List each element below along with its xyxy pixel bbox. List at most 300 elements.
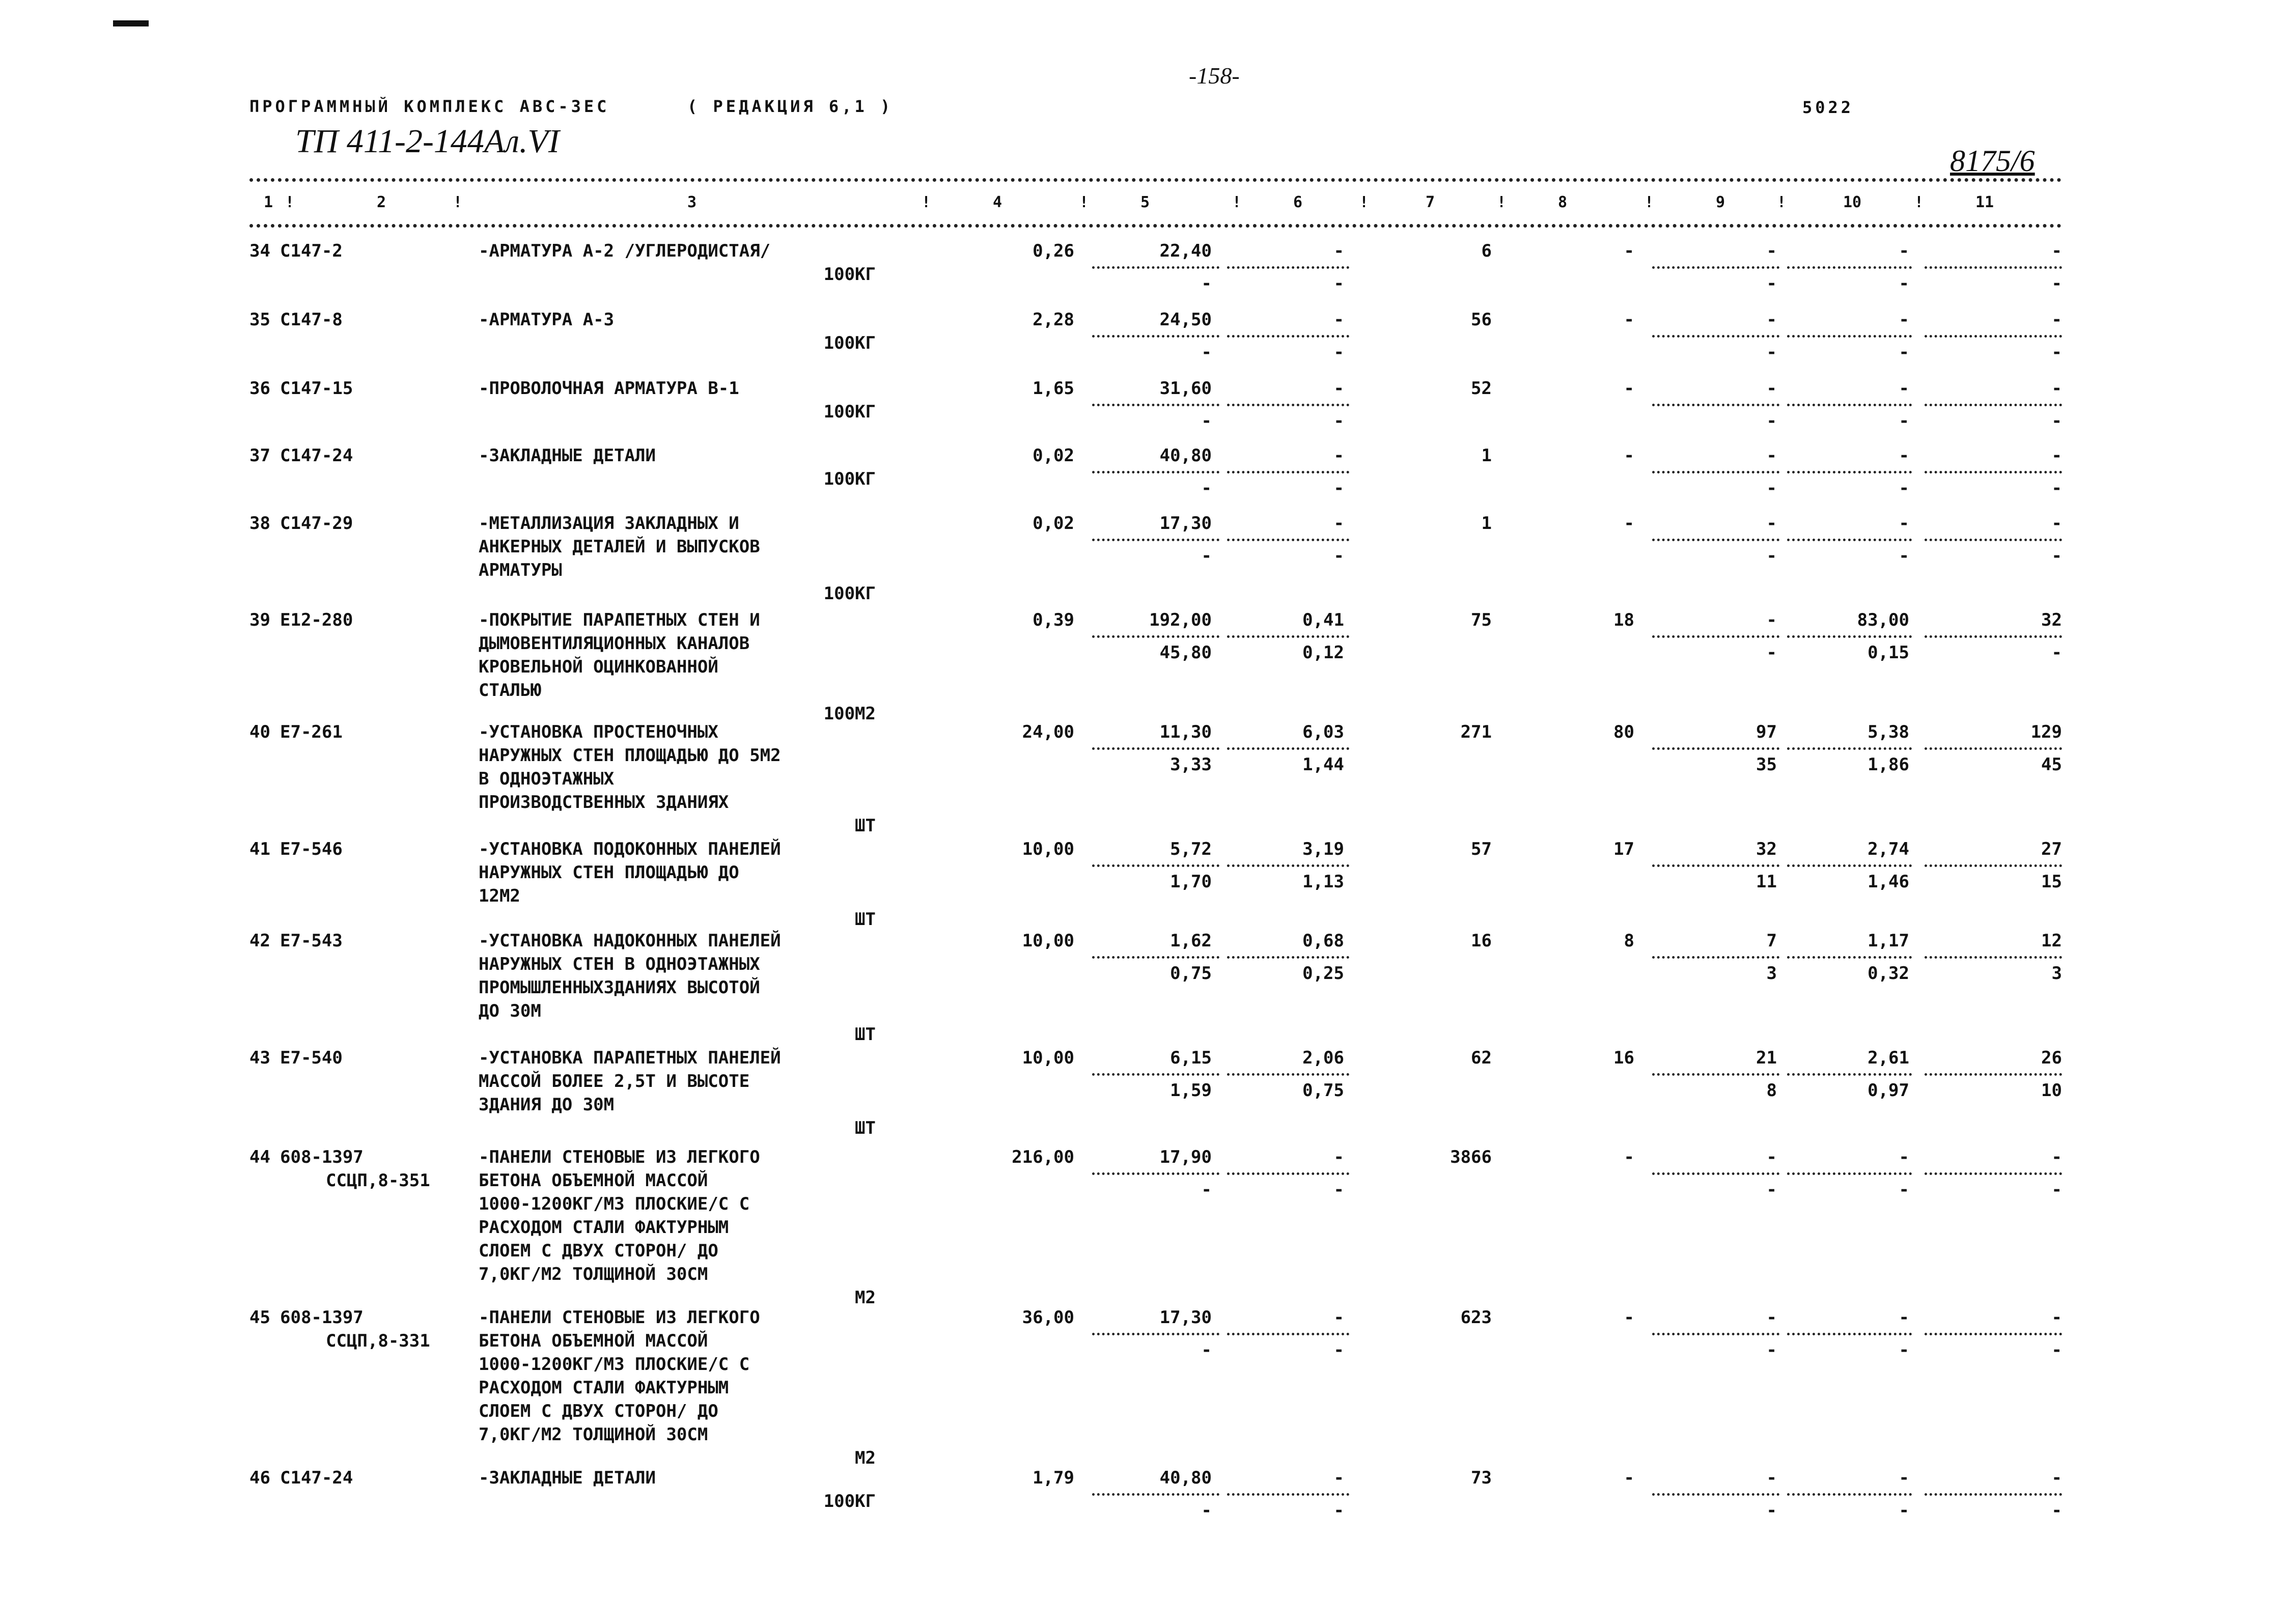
- column-number: 2: [377, 193, 386, 211]
- labor-total: -: [2051, 310, 2062, 330]
- labor-machinists-per-unit: -: [1899, 546, 1909, 567]
- unit-cost-machines: -: [1333, 378, 1344, 399]
- column-number: 5: [1140, 193, 1150, 211]
- fraction-rule: [1227, 266, 1349, 269]
- unit-cost-wages: -: [1201, 1500, 1212, 1521]
- quantity-value: 10,00: [1022, 1048, 1074, 1068]
- labor-machinists-per-unit: 1,46: [1868, 872, 1909, 892]
- description-line: РАСХОДОМ СТАЛИ ФАКТУРНЫМ: [479, 1217, 729, 1238]
- unit-of-measure: ШТ: [855, 1118, 876, 1138]
- description-line: -АРМАТУРА А-2 /УГЛЕРОДИСТАЯ/: [479, 241, 771, 261]
- fraction-rule: [1092, 956, 1219, 959]
- total-wages: -: [1624, 1307, 1634, 1328]
- unit-cost-wages: -: [1201, 411, 1212, 432]
- labor-total: -: [2051, 513, 2062, 534]
- fraction-rule: [1787, 266, 1912, 269]
- row-number: 40: [249, 722, 270, 742]
- description-line: -МЕТАЛЛИЗАЦИЯ ЗАКЛАДНЫХ И: [479, 513, 739, 534]
- fraction-rule: [1092, 635, 1219, 638]
- fraction-rule: [1925, 635, 2062, 638]
- fraction-rule: [1652, 747, 1779, 750]
- fraction-rule: [1652, 1073, 1779, 1076]
- table-row: [249, 1466, 2062, 1547]
- quantity-value: 0,02: [1033, 513, 1074, 534]
- description-line: 1000-1200КГ/М3 ПЛОСКИЕ/С С: [479, 1354, 750, 1375]
- quantity-value: 36,00: [1022, 1307, 1074, 1328]
- labor-per-unit: -: [1899, 1468, 1909, 1488]
- unit-of-measure: 100КГ: [823, 469, 876, 489]
- column-separator: !: [1777, 193, 1787, 211]
- total-cost: 56: [1471, 310, 1492, 330]
- program-edition: ( РЕДАКЦИЯ 6,1 ): [687, 97, 894, 116]
- header-rule-top: [249, 178, 2062, 182]
- fraction-rule: [1227, 1493, 1349, 1496]
- row-number: 37: [249, 445, 270, 466]
- table-row: [249, 720, 2062, 848]
- labor-total: -: [2051, 1468, 2062, 1488]
- quantity-value: 10,00: [1022, 839, 1074, 859]
- labor-machinists-total: 10: [2041, 1080, 2062, 1101]
- labor-total: -: [2051, 241, 2062, 261]
- total-cost: 1: [1481, 445, 1492, 466]
- column-number: 6: [1293, 193, 1303, 211]
- unit-cost-machine-wages: 0,75: [1302, 1080, 1344, 1101]
- unit-cost-total: 17,30: [1159, 513, 1212, 534]
- description-line: -ПАНЕЛИ СТЕНОВЫЕ ИЗ ЛЕГКОГО: [479, 1307, 760, 1328]
- fraction-rule: [1092, 1172, 1219, 1175]
- labor-per-unit: -: [1899, 1307, 1909, 1328]
- description-line: -ПРОВОЛОЧНАЯ АРМАТУРА В-1: [479, 378, 739, 399]
- unit-cost-machines: -: [1333, 445, 1344, 466]
- fraction-rule: [1092, 539, 1219, 541]
- description-line: 12М2: [479, 886, 520, 906]
- column-number: 7: [1426, 193, 1435, 211]
- labor-machinists-per-unit: -: [1899, 1500, 1909, 1521]
- fraction-rule: [1092, 1493, 1219, 1496]
- column-number: 1: [264, 193, 273, 211]
- labor-total: -: [2051, 378, 2062, 399]
- description-line: -ЗАКЛАДНЫЕ ДЕТАЛИ: [479, 445, 656, 466]
- unit-cost-wages: -: [1201, 546, 1212, 567]
- description-line: ПРОМЫШЛЕННЫХЗДАНИЯХ ВЫСОТОЙ: [479, 977, 760, 998]
- unit-of-measure: ШТ: [855, 909, 876, 930]
- page-number: -158-: [1189, 63, 1240, 89]
- fraction-rule: [1925, 404, 2062, 406]
- row-number: 41: [249, 839, 270, 859]
- quantity-value: 0,39: [1033, 610, 1074, 630]
- unit-of-measure: 100КГ: [823, 1491, 876, 1511]
- unit-cost-wages: 0,75: [1170, 963, 1212, 984]
- unit-cost-total: 11,30: [1159, 722, 1212, 742]
- fraction-rule: [1227, 635, 1349, 638]
- unit-of-measure: 100КГ: [823, 583, 876, 604]
- fraction-rule: [1925, 1073, 2062, 1076]
- description-line: СТАЛЬЮ: [479, 680, 541, 701]
- fraction-rule: [1652, 1333, 1779, 1335]
- price-code: С147-24: [280, 1468, 353, 1488]
- total-machine-wages: -: [1766, 1500, 1777, 1521]
- row-number: 44: [249, 1147, 270, 1167]
- row-number: 43: [249, 1048, 270, 1068]
- fraction-rule: [1227, 864, 1349, 867]
- row-number: 42: [249, 931, 270, 951]
- description-line: БЕТОНА ОБЪЕМНОЙ МАССОЙ: [479, 1170, 708, 1191]
- labor-machinists-per-unit: -: [1899, 1340, 1909, 1361]
- fraction-rule: [1227, 956, 1349, 959]
- labor-machinists-per-unit: -: [1899, 1180, 1909, 1200]
- unit-of-measure: 100М2: [823, 704, 876, 724]
- fraction-rule: [1652, 539, 1779, 541]
- labor-machinists-total: -: [2051, 411, 2062, 432]
- description-line: ПРОИЗВОДСТВЕННЫХ ЗДАНИЯХ: [479, 792, 729, 813]
- unit-of-measure: ШТ: [855, 1024, 876, 1045]
- description-line: 7,0КГ/М2 ТОЛЩИНОЙ 30СМ: [479, 1424, 708, 1445]
- document-number: 8175/6: [1950, 144, 2035, 178]
- fraction-rule: [1227, 404, 1349, 406]
- quantity-value: 10,00: [1022, 931, 1074, 951]
- labor-machinists-total: -: [2051, 478, 2062, 499]
- column-separator: !: [1359, 193, 1369, 211]
- unit-of-measure: М2: [855, 1448, 876, 1468]
- row-number: 45: [249, 1307, 270, 1328]
- unit-cost-machine-wages: 0,12: [1302, 642, 1344, 663]
- description-line: 1000-1200КГ/М3 ПЛОСКИЕ/С С: [479, 1194, 750, 1214]
- total-cost: 62: [1471, 1048, 1492, 1068]
- unit-cost-machines: 3,19: [1302, 839, 1344, 859]
- price-code: Е7-546: [280, 839, 343, 859]
- unit-cost-machine-wages: 1,44: [1302, 754, 1344, 775]
- unit-cost-total: 6,15: [1170, 1048, 1212, 1068]
- unit-cost-wages: -: [1201, 342, 1212, 363]
- column-separator: !: [1645, 193, 1654, 211]
- fraction-rule: [1925, 956, 2062, 959]
- work-description: [479, 1466, 1115, 1513]
- fraction-rule: [1925, 539, 2062, 541]
- table-row: [249, 929, 2062, 1056]
- total-cost: 57: [1471, 839, 1492, 859]
- description-line: -ЗАКЛАДНЫЕ ДЕТАЛИ: [479, 1468, 656, 1488]
- quantity-value: 24,00: [1022, 722, 1074, 742]
- price-code: С147-24: [280, 445, 353, 466]
- unit-cost-machines: -: [1333, 1147, 1344, 1167]
- program-title: ПРОГРАММНЫЙ КОМПЛЕКС АВС-3ЕС: [249, 97, 610, 116]
- unit-cost-machines: 2,06: [1302, 1048, 1344, 1068]
- fraction-rule: [1227, 1333, 1349, 1335]
- unit-cost-machines: -: [1333, 241, 1344, 261]
- labor-machinists-per-unit: 0,97: [1868, 1080, 1909, 1101]
- labor-machinists-total: 45: [2041, 754, 2062, 775]
- quantity-value: 1,79: [1033, 1468, 1074, 1488]
- price-code: Е12-280: [280, 610, 353, 630]
- unit-cost-total: 17,30: [1159, 1307, 1212, 1328]
- row-number: 34: [249, 241, 270, 261]
- unit-cost-total: 31,60: [1159, 378, 1212, 399]
- description-line: РАСХОДОМ СТАЛИ ФАКТУРНЫМ: [479, 1378, 729, 1398]
- row-number: 36: [249, 378, 270, 399]
- total-wages: -: [1624, 445, 1634, 466]
- total-machine-wages: 8: [1766, 1080, 1777, 1101]
- price-code: Е7-543: [280, 931, 343, 951]
- price-code: 608-1397: [280, 1307, 364, 1328]
- work-description: [479, 929, 1115, 1046]
- price-code: Е7-261: [280, 722, 343, 742]
- total-cost: 52: [1471, 378, 1492, 399]
- labor-machinists-total: -: [2051, 546, 2062, 567]
- fraction-rule: [1925, 864, 2062, 867]
- work-description: [479, 1046, 1115, 1140]
- row-number: 35: [249, 310, 270, 330]
- description-line: МАССОЙ БОЛЕЕ 2,5Т И ВЫСОТЕ: [479, 1071, 750, 1091]
- fraction-rule: [1925, 335, 2062, 338]
- document-code: 5022: [1802, 98, 1854, 117]
- unit-cost-wages: 1,59: [1170, 1080, 1212, 1101]
- labor-machinists-total: -: [2051, 1180, 2062, 1200]
- description-line: ДО 30М: [479, 1001, 541, 1021]
- total-machines: 7: [1766, 931, 1777, 951]
- work-description: [479, 512, 1115, 605]
- unit-cost-total: 192,00: [1149, 610, 1212, 630]
- fraction-rule: [1787, 1172, 1912, 1175]
- total-wages: -: [1624, 1468, 1634, 1488]
- description-line: -ПОКРЫТИЕ ПАРАПЕТНЫХ СТЕН И: [479, 610, 760, 630]
- total-machine-wages: -: [1766, 1340, 1777, 1361]
- total-machine-wages: 11: [1756, 872, 1777, 892]
- total-cost: 623: [1460, 1307, 1492, 1328]
- fraction-rule: [1652, 956, 1779, 959]
- labor-machinists-total: -: [2051, 1340, 2062, 1361]
- total-machines: -: [1766, 241, 1777, 261]
- total-cost: 3866: [1450, 1147, 1492, 1167]
- unit-cost-machine-wages: -: [1333, 1340, 1344, 1361]
- unit-cost-machines: -: [1333, 513, 1344, 534]
- price-code: С147-2: [280, 241, 343, 261]
- fraction-rule: [1787, 539, 1912, 541]
- fraction-rule: [1925, 1493, 2062, 1496]
- labor-total: 32: [2041, 610, 2062, 630]
- price-code: 608-1397: [280, 1147, 364, 1167]
- labor-machinists-total: 3: [2051, 963, 2062, 984]
- labor-machinists-total: -: [2051, 1500, 2062, 1521]
- fraction-rule: [1787, 956, 1912, 959]
- labor-per-unit: 2,74: [1868, 839, 1909, 859]
- total-machines: -: [1766, 610, 1777, 630]
- labor-per-unit: 5,38: [1868, 722, 1909, 742]
- description-line: КРОВЕЛЬНОЙ ОЦИНКОВАННОЙ: [479, 657, 718, 677]
- total-machines: -: [1766, 513, 1777, 534]
- column-number: 11: [1975, 193, 1994, 211]
- quantity-value: 1,65: [1033, 378, 1074, 399]
- fraction-rule: [1652, 1493, 1779, 1496]
- column-number: 3: [687, 193, 697, 211]
- total-wages: -: [1624, 241, 1634, 261]
- labor-machinists-total: -: [2051, 642, 2062, 663]
- total-machines: -: [1766, 1468, 1777, 1488]
- total-machine-wages: -: [1766, 273, 1777, 294]
- work-description: [479, 1145, 1115, 1309]
- work-description: [479, 608, 1115, 725]
- unit-cost-machines: -: [1333, 1468, 1344, 1488]
- total-machine-wages: 3: [1766, 963, 1777, 984]
- fraction-rule: [1787, 635, 1912, 638]
- total-machines: 21: [1756, 1048, 1777, 1068]
- unit-cost-machines: 0,68: [1302, 931, 1344, 951]
- unit-cost-machine-wages: -: [1333, 1180, 1344, 1200]
- fraction-rule: [1925, 1172, 2062, 1175]
- fraction-rule: [1092, 1333, 1219, 1335]
- description-line: НАРУЖНЫХ СТЕН ПЛОЩАДЬЮ ДО 5М2: [479, 745, 781, 766]
- fraction-rule: [1925, 471, 2062, 473]
- fraction-rule: [1092, 1073, 1219, 1076]
- fraction-rule: [1787, 1073, 1912, 1076]
- unit-of-measure: ШТ: [855, 816, 876, 836]
- fraction-rule: [1925, 747, 2062, 750]
- description-line: АРМАТУРЫ: [479, 560, 562, 580]
- price-code: С147-29: [280, 513, 353, 534]
- total-machine-wages: 35: [1756, 754, 1777, 775]
- unit-cost-wages: 45,80: [1159, 642, 1212, 663]
- fraction-rule: [1925, 266, 2062, 269]
- header-rule-bottom: [249, 224, 2062, 228]
- fraction-rule: [1787, 404, 1912, 406]
- description-line: СЛОЕМ С ДВУХ СТОРОН/ ДО: [479, 1401, 718, 1421]
- fraction-rule: [1652, 1172, 1779, 1175]
- labor-machinists-per-unit: 0,32: [1868, 963, 1909, 984]
- price-code-reference: ССЦП,8-331: [326, 1331, 430, 1351]
- unit-cost-total: 5,72: [1170, 839, 1212, 859]
- labor-per-unit: -: [1899, 513, 1909, 534]
- unit-cost-wages: -: [1201, 478, 1212, 499]
- description-line: -ПАНЕЛИ СТЕНОВЫЕ ИЗ ЛЕГКОГО: [479, 1147, 760, 1167]
- quantity-value: 0,02: [1033, 445, 1074, 466]
- unit-cost-wages: -: [1201, 273, 1212, 294]
- fraction-rule: [1092, 404, 1219, 406]
- work-description: [479, 377, 1115, 424]
- unit-cost-machine-wages: -: [1333, 411, 1344, 432]
- labor-total: 26: [2041, 1048, 2062, 1068]
- labor-total: 129: [2030, 722, 2062, 742]
- total-wages: -: [1624, 310, 1634, 330]
- fraction-rule: [1787, 335, 1912, 338]
- column-separator: !: [1079, 193, 1089, 211]
- column-separator: !: [1497, 193, 1507, 211]
- table-row: [249, 1306, 2062, 1480]
- unit-of-measure: 100КГ: [823, 333, 876, 353]
- labor-total: 12: [2041, 931, 2062, 951]
- quantity-value: 0,26: [1033, 241, 1074, 261]
- labor-machinists-total: -: [2051, 273, 2062, 294]
- fraction-rule: [1787, 471, 1912, 473]
- labor-total: -: [2051, 1147, 2062, 1167]
- row-number: 46: [249, 1468, 270, 1488]
- column-separator: !: [922, 193, 931, 211]
- column-number: 8: [1558, 193, 1568, 211]
- labor-machinists-per-unit: -: [1899, 478, 1909, 499]
- unit-cost-total: 40,80: [1159, 445, 1212, 466]
- total-machine-wages: -: [1766, 342, 1777, 363]
- labor-machinists-per-unit: -: [1899, 411, 1909, 432]
- scan-mark: [113, 20, 149, 26]
- unit-cost-machine-wages: -: [1333, 1500, 1344, 1521]
- description-line: -АРМАТУРА А-3: [479, 310, 615, 330]
- unit-cost-machines: 6,03: [1302, 722, 1344, 742]
- total-wages: -: [1624, 1147, 1634, 1167]
- fraction-rule: [1227, 747, 1349, 750]
- row-number: 39: [249, 610, 270, 630]
- column-separator: !: [453, 193, 463, 211]
- fraction-rule: [1925, 1333, 2062, 1335]
- column-separator: !: [1232, 193, 1242, 211]
- fraction-rule: [1092, 266, 1219, 269]
- labor-total: -: [2051, 445, 2062, 466]
- unit-cost-machine-wages: -: [1333, 342, 1344, 363]
- fraction-rule: [1787, 1493, 1912, 1496]
- fraction-rule: [1092, 335, 1219, 338]
- total-machines: 97: [1756, 722, 1777, 742]
- total-wages: 17: [1613, 839, 1634, 859]
- total-machine-wages: -: [1766, 546, 1777, 567]
- fraction-rule: [1227, 539, 1349, 541]
- total-machines: 32: [1756, 839, 1777, 859]
- description-line: -УСТАНОВКА НАДОКОННЫХ ПАНЕЛЕЙ: [479, 931, 781, 951]
- column-separator: !: [285, 193, 295, 211]
- column-separator: !: [1914, 193, 1924, 211]
- table-row: [249, 1145, 2062, 1320]
- fraction-rule: [1227, 1073, 1349, 1076]
- total-cost: 73: [1471, 1468, 1492, 1488]
- unit-cost-wages: 3,33: [1170, 754, 1212, 775]
- description-line: -УСТАНОВКА ПАРАПЕТНЫХ ПАНЕЛЕЙ: [479, 1048, 781, 1068]
- fraction-rule: [1652, 404, 1779, 406]
- project-reference: ТП 411-2-144Ал.VI: [295, 123, 560, 160]
- column-number-row: [249, 193, 2062, 214]
- labor-per-unit: 2,61: [1868, 1048, 1909, 1068]
- labor-per-unit: -: [1899, 378, 1909, 399]
- total-machine-wages: -: [1766, 411, 1777, 432]
- fraction-rule: [1652, 335, 1779, 338]
- fraction-rule: [1227, 471, 1349, 473]
- price-code: Е7-540: [280, 1048, 343, 1068]
- unit-cost-machine-wages: 0,25: [1302, 963, 1344, 984]
- description-line: В ОДНОЭТАЖНЫХ: [479, 769, 615, 789]
- description-line: -УСТАНОВКА ПРОСТЕНОЧНЫХ: [479, 722, 718, 742]
- total-machine-wages: -: [1766, 1180, 1777, 1200]
- labor-total: -: [2051, 1307, 2062, 1328]
- fraction-rule: [1092, 471, 1219, 473]
- description-line: БЕТОНА ОБЪЕМНОЙ МАССОЙ: [479, 1331, 708, 1351]
- work-description: [479, 239, 1115, 286]
- total-machines: -: [1766, 445, 1777, 466]
- work-description: [479, 720, 1115, 837]
- total-cost: 16: [1471, 931, 1492, 951]
- fraction-rule: [1652, 471, 1779, 473]
- unit-of-measure: М2: [855, 1287, 876, 1308]
- work-description: [479, 308, 1115, 355]
- unit-cost-machines: -: [1333, 1307, 1344, 1328]
- description-line: ЗДАНИЯ ДО 30М: [479, 1095, 615, 1115]
- price-code: С147-15: [280, 378, 353, 399]
- total-machines: -: [1766, 310, 1777, 330]
- column-number: 10: [1843, 193, 1862, 211]
- total-wages: 8: [1624, 931, 1634, 951]
- total-cost: 6: [1481, 241, 1492, 261]
- fraction-rule: [1652, 266, 1779, 269]
- fraction-rule: [1227, 335, 1349, 338]
- unit-of-measure: 100КГ: [823, 264, 876, 285]
- description-line: ДЫМОВЕНТИЛЯЦИОННЫХ КАНАЛОВ: [479, 633, 750, 654]
- labor-per-unit: 1,17: [1868, 931, 1909, 951]
- price-code-reference: ССЦП,8-351: [326, 1170, 430, 1191]
- labor-machinists-per-unit: 0,15: [1868, 642, 1909, 663]
